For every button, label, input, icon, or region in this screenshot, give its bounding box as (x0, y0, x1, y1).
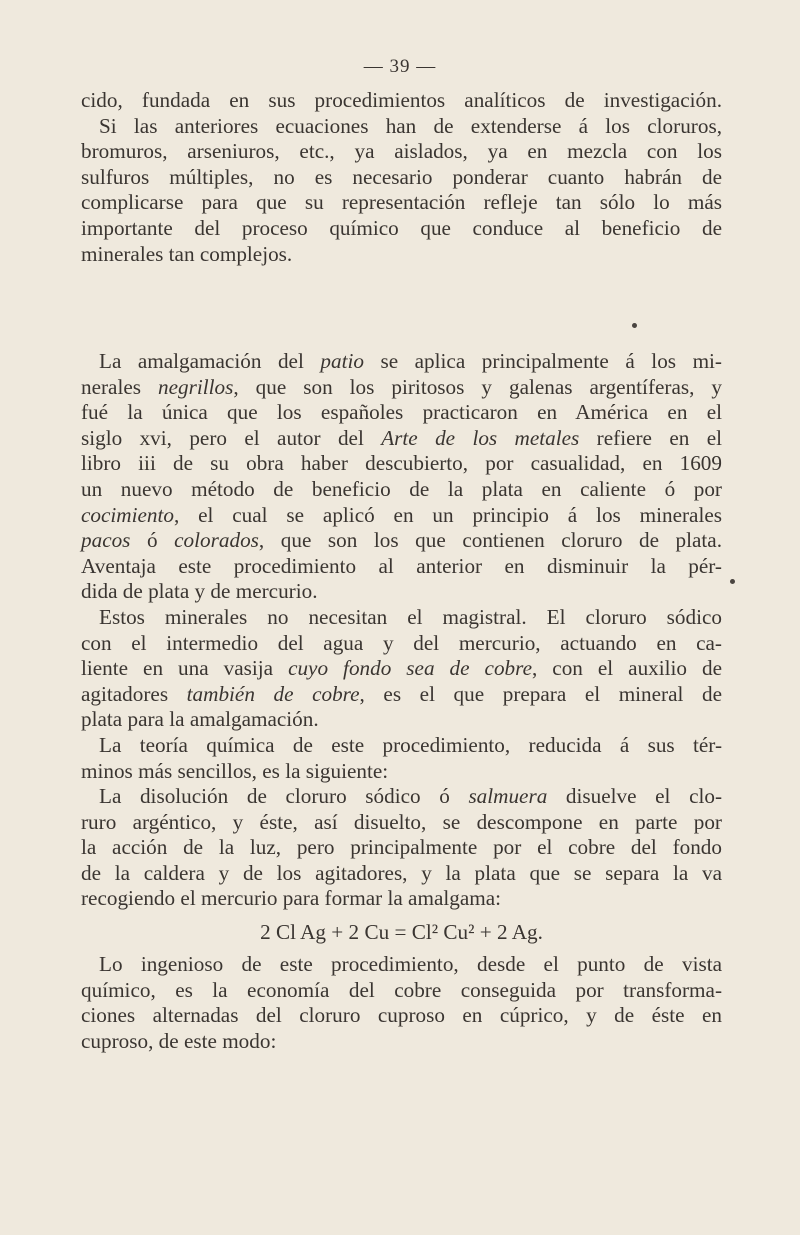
paragraph-continued (81, 88, 722, 267)
text-line: la acción de la luz, pero principalmente por el cobre del fondo (81, 835, 722, 860)
text-line: minos más sencillos, es la siguiente: (81, 758, 389, 783)
stray-mark (730, 579, 735, 584)
text-line: cido, fundada en sus procedimientos analíticos de investigación. (81, 88, 722, 112)
text-line: fué la única que los españoles practicaron en América en el (81, 400, 722, 425)
text-line: ciones alternadas del cloruro cuproso en cúprico, y de éste en (81, 1003, 722, 1028)
text-line: plata para la amalgamación. (81, 707, 319, 732)
text-line: cuproso, de este modo: (81, 1028, 277, 1053)
stray-mark (632, 323, 637, 328)
text-line: Estos minerales no necesitan el magistral. El cloruro sódico (99, 604, 722, 629)
text-line: liente en una vasija cuyo fondo sea de cobre, con el auxilio de (81, 656, 723, 681)
text-line: Lo ingenioso de este procedimiento, desde el punto de vista (99, 952, 722, 977)
text-line: agitadores también de cobre, es el que prepara el mineral de (81, 681, 722, 706)
text-line: La disolución de cloruro sódico ó salmuera disuelve el clo- (99, 784, 723, 809)
text-line: un nuevo método de beneficio de la plata en caliente ó por (81, 476, 722, 501)
text-line: nerales negrillos, que son los piritosos y galenas argentíferas, y (81, 374, 722, 399)
chemical-equation: 2 Cl Ag + 2 Cu = Cl² Cu² + 2 Ag. (260, 920, 543, 945)
text-line: Aventaja este procedimiento al anterior en disminuir la pér- (81, 553, 722, 578)
text-line: recogiendo el mercurio para formar la amalgama: (81, 886, 502, 911)
text-line: Si las anteriores ecuaciones han de extenderse á los cloruros, (99, 113, 722, 138)
text-line: minerales tan complejos. (81, 241, 293, 266)
text-line: libro iii de su obra haber descubierto, por casualidad, en 1609 (81, 451, 722, 476)
text-line: La amalgamación del patio se aplica principalmente á los mi- (99, 349, 722, 373)
page-number: — 39 — (363, 56, 437, 77)
main-text (81, 349, 722, 1054)
text-line: pacos ó colorados, que son los que contienen cloruro de plata. (81, 528, 723, 553)
text-line: ruro argéntico, y éste, así disuelto, se descompone en parte por (81, 809, 722, 834)
text-line: siglo xvi, pero el autor del Arte de los metales refiere en el (81, 425, 722, 450)
text-line: sulfuros múltiples, no es necesario ponderar cuanto habrán de (81, 164, 722, 189)
text-line: químico, es la economía del cobre conseguida por transforma- (81, 977, 722, 1002)
text-line: con el intermedio del agua y del mercurio, actuando en ca- (81, 630, 722, 655)
text-line: dida de plata y de mercurio. (81, 579, 318, 604)
text-line: cocimiento, el cual se aplicó en un principio á los minerales (81, 502, 722, 527)
text-line: complicarse para que su representación refleje tan sólo lo más (81, 190, 722, 215)
text-line: de la caldera y de los agitadores, y la plata que se separa la va (81, 860, 722, 885)
text-line: La teoría química de este procedimiento, reducida á sus tér- (99, 732, 722, 757)
text-line: importante del proceso químico que conduce al beneficio de (81, 215, 722, 240)
text-line: bromuros, arseniuros, etc., ya aislados, ya en mezcla con los (81, 139, 722, 164)
